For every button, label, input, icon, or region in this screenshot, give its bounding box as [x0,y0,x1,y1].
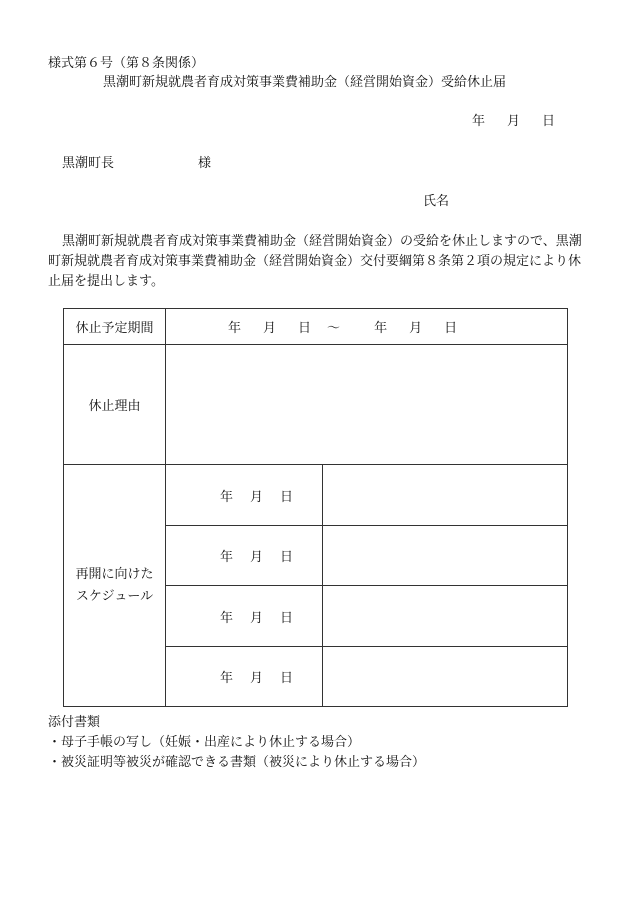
schedule-label: 再開に向けたスケジュール [75,566,154,604]
period-tilde: ～ [327,321,341,336]
applicant-name-label: 氏名 [423,194,450,209]
schedule-day: 日 [280,550,294,565]
schedule-month: 月 [250,610,264,626]
schedule-year: 年 [220,489,234,505]
schedule-day: 日 [280,489,294,505]
schedule-date-cell[interactable] [166,465,323,526]
schedule-label-cell [64,465,166,707]
schedule-date-cell[interactable] [166,647,323,707]
schedule-content-cell[interactable] [323,647,568,707]
schedule-year: 年 [220,610,234,626]
attachments-title: 添付書類 [48,715,101,730]
period-end-year: 年 [374,321,388,336]
attachment-item: ・被災証明等被災が確認できる書類（被災により休止する場合） [48,755,426,770]
reason-label-cell [64,345,166,465]
schedule-month: 月 [250,489,264,505]
period-end-day: 日 [444,321,458,336]
schedule-content-cell[interactable] [323,586,568,647]
body-text: 黒潮町新規就農者育成対策事業費補助金（経営開始資金）の受給を休止しますので、黒潮町新規就農者育成対策事業費補助金（経営開始資金）交付要綱第８条第２項の規定により休止届を提出します。 [48,234,582,289]
period-start-day: 日 [298,321,312,336]
addressee-name: 黒潮町長 [62,156,115,171]
schedule-date-cell[interactable] [166,526,323,586]
reason-value-cell[interactable] [166,345,568,465]
attachment-item: ・母子手帳の写し（妊娠・出産により休止する場合） [48,735,361,750]
suspension-form-table [63,308,568,707]
schedule-month: 月 [250,671,264,686]
reason-label: 休止理由 [88,399,141,414]
submission-date [472,110,555,129]
period-start-month: 月 [263,321,277,336]
schedule-day: 日 [280,671,294,686]
schedule-day: 日 [280,610,294,626]
period-label-cell [64,309,166,345]
date-day-label: 日 [542,114,556,129]
schedule-content-cell[interactable] [323,526,568,586]
addressee-honorific: 様 [198,156,212,171]
period-start-year: 年 [228,321,242,336]
period-label: 休止予定期間 [75,321,154,336]
schedule-month: 月 [250,550,264,565]
period-value-cell[interactable] [166,309,568,345]
date-year-label: 年 [472,114,486,129]
schedule-content-cell[interactable] [323,465,568,526]
schedule-year: 年 [220,550,234,565]
date-month-label: 月 [507,114,521,129]
schedule-year: 年 [220,671,234,686]
period-end-month: 月 [409,321,423,336]
schedule-date-cell[interactable] [166,586,323,647]
form-number: 様式第６号（第８条関係） [48,56,205,71]
document-title: 黒潮町新規就農者育成対策事業費補助金（経営開始資金）受給休止届 [103,75,507,90]
